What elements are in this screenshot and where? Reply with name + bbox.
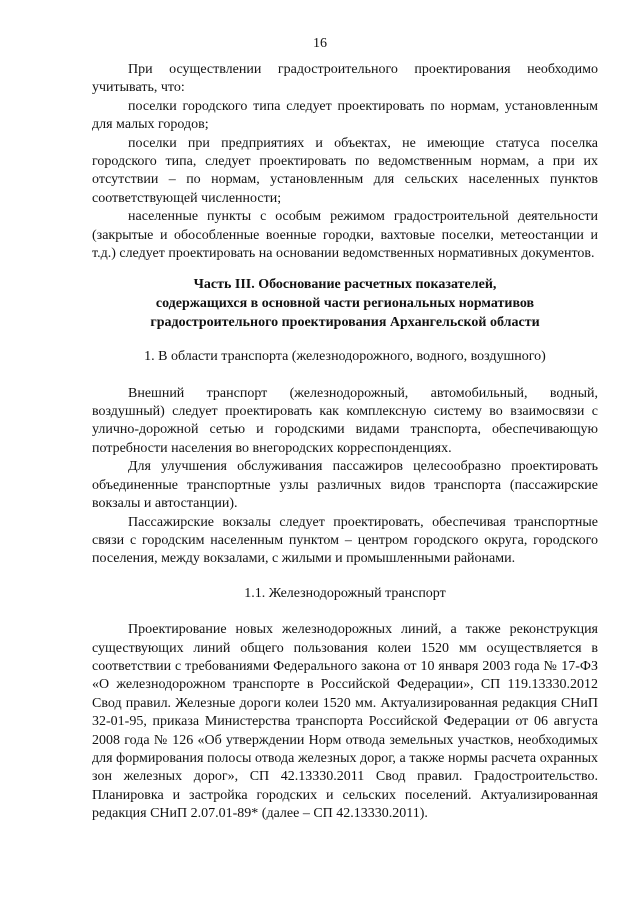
part-heading-line: содержащихся в основной части региональных нормативов [155, 296, 535, 312]
intro-paragraph: При осуществлении градостроительного проектирования необходимо учитывать, что: [92, 62, 598, 96]
section-paragraph: Внешний транспорт (железнодорожный, автомобильный, водный, воздушный) следует проектировать как комплексную систему во взаимосвязи с улично-дорожной сетью и городскими видами транспорта, обеспечивающую потребности населения во внегородских корреспонденциях. [92, 385, 598, 456]
subsection-title: 1.1. Железнодорожный транспорт [244, 585, 446, 601]
intro-paragraph: поселки при предприятиях и объектах, не имеющие статуса поселка городского типа, следует проектировать по ведомственным нормам, а при их отсутствии – по нормам, установленным для сельских населенных пунктов соответствующей численности; [92, 135, 598, 206]
page-number: 16 [313, 36, 327, 51]
section-title: 1. В области транспорта (железнодорожного, водного, воздушного) [144, 349, 546, 365]
section-paragraph: Пассажирские вокзалы следует проектировать, обеспечивая транспортные связи с городским населенным пунктом – центром городского округа, городского поселения, между вокзалами, с жилыми и промышленными районами. [92, 514, 598, 567]
part-heading [92, 276, 598, 332]
part-heading-line: градостроительного проектирования Архангельской области [150, 314, 540, 330]
intro-paragraph: населенные пункты с особым режимом градостроительной деятельности (закрытые и обособленные военные городки, вахтовые поселки, метеостанции и т.д.) следует проектировать на основании ведомственных нормативных документов. [92, 209, 598, 262]
document-body [92, 61, 598, 824]
part-heading-line: Часть III. Обоснование расчетных показателей, [193, 277, 497, 293]
subsection-paragraph: Проектирование новых железнодорожных линий, а также реконструкция существующих линий общего пользования колеи 1520 мм осуществляется в соответствии с требованиями Федерального закона от 10 января 2003 года № 17-ФЗ «О железнодорожном транспорте в Российской Федерации», СП 119.13330.2012 Свод правил. Железные дороги колеи 1520 мм. Актуализированная редакция СНиП 32-01-95, приказа Министерства транспорта Российской Федерации от 06 августа 2008 года № 126 «Об утверждении Норм отвода земельных участков, необходимых для формирования полосы отвода железных дорог, а также нормы расчета охранных зон железных дорог», СП 42.13330.2011 Свод правил. Градостроительство. Планировка и застройка городских и сельских поселений. Актуализированная редакция СНиП 2.07.01-89* (далее – СП 42.13330.2011). [92, 622, 598, 822]
intro-paragraph: поселки городского типа следует проектировать по нормам, установленным для малых городов; [92, 98, 598, 133]
section-paragraph: Для улучшения обслуживания пассажиров целесообразно проектировать объединенные транспортные узлы различных видов транспорта (пассажирские вокзалы и автостанции). [92, 459, 598, 512]
